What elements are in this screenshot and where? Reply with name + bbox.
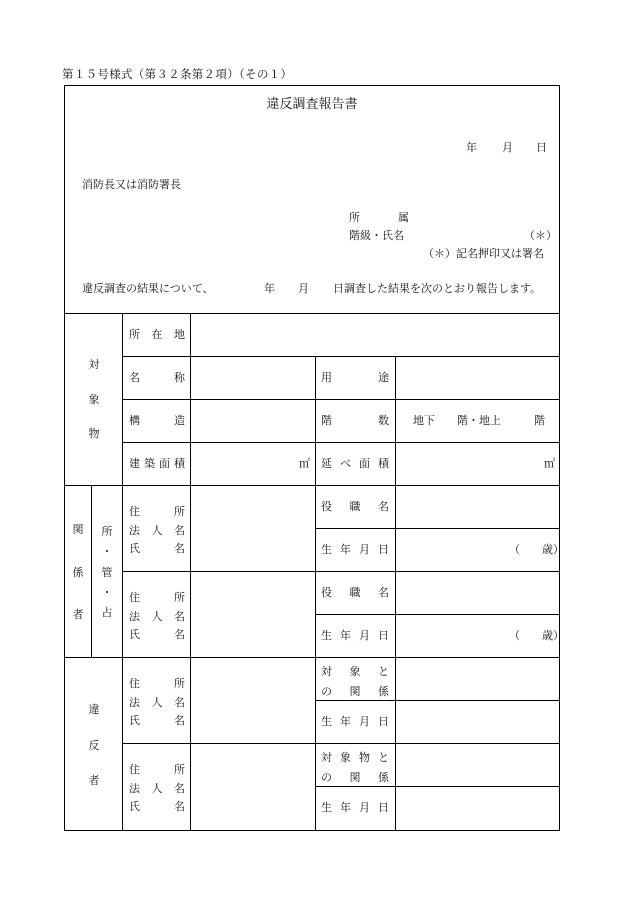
related-position-label-1: 役 職 名	[321, 500, 389, 513]
statement-year: 年	[264, 282, 275, 295]
violators-label	[85, 704, 103, 786]
statement-prefix: 違反調査の結果について、	[82, 282, 214, 295]
violators-char: 違	[88, 703, 100, 716]
affiliation-label	[349, 212, 409, 223]
statement-month: 月	[298, 282, 309, 295]
related-persons-char: 係	[72, 565, 84, 579]
col-line	[122, 313, 123, 830]
building-area-label: 建 築 面 積	[129, 457, 185, 470]
statement-suffix: 日調査した結果を次のとおり報告します。	[333, 282, 542, 295]
floor-area-label: 延 べ 面 積	[321, 457, 389, 470]
floors-label: 階 数	[321, 414, 389, 427]
addressee: 消防長又は消防署長	[82, 178, 181, 191]
location-label: 所 在 地	[129, 328, 185, 341]
seal-mark: （＊）	[524, 229, 557, 242]
row-line	[122, 356, 559, 357]
floors-mark1: 階・地上	[457, 414, 501, 427]
form-frame	[64, 85, 564, 831]
row-line	[315, 528, 559, 529]
col-line	[395, 356, 396, 485]
related-age-unit-2: （ 歳）	[509, 629, 564, 642]
target-object-char: 象	[88, 392, 100, 406]
violators-char: 者	[88, 774, 100, 787]
date-month-label: 月	[502, 141, 513, 154]
row-line	[122, 743, 559, 744]
row-line	[315, 786, 559, 787]
violator-relation-label-1: 対 象 と の 関 係	[321, 665, 389, 698]
row-line	[122, 442, 559, 443]
violator-birthdate-label-1: 生 年 月 日	[321, 715, 389, 728]
violators-char: 反	[88, 738, 100, 752]
related-birthdate-label-2: 生 年 月 日	[321, 629, 389, 642]
use-label: 用 途	[321, 371, 389, 384]
violator-address-block-1: 住 所 法 人 名 氏 名	[129, 677, 185, 727]
seal-note: （＊）記名押印又は署名	[423, 247, 544, 260]
target-object-char: 対	[88, 358, 100, 371]
col-line	[91, 485, 92, 657]
related-persons-label	[69, 524, 87, 620]
related-position-label-2: 役 職 名	[321, 586, 389, 599]
row-line	[315, 614, 559, 615]
name-label: 名 称	[129, 371, 185, 384]
form-title: 違反調査報告書	[266, 97, 358, 112]
violator-address-block-2: 住 所 法 人 名 氏 名	[129, 763, 185, 813]
row-line	[315, 700, 559, 701]
section-line	[65, 657, 559, 658]
section-line	[65, 485, 559, 486]
related-birthdate-label-1: 生 年 月 日	[321, 543, 389, 556]
date-day-label: 日	[536, 141, 547, 154]
rank-name-label: 階級・氏名	[349, 229, 404, 242]
date-year-label: 年	[466, 141, 477, 154]
related-address-block-2: 住 所 法 人 名 氏 名	[129, 591, 185, 641]
building-area-unit: ㎡	[299, 457, 310, 470]
form-number: 第１５号様式（第３２条第２項）（その１）	[62, 67, 293, 81]
col-line	[190, 313, 191, 830]
related-persons-char: 者	[72, 608, 84, 621]
col-line	[395, 485, 396, 830]
violator-birthdate-label-2: 生 年 月 日	[321, 801, 389, 814]
floor-area-unit: ㎡	[544, 457, 555, 470]
floors-mark2: 階	[534, 414, 545, 427]
owner-manager-occupant-label: 所 ・ 管 ・ 占	[101, 525, 113, 619]
target-object-char: 物	[88, 427, 100, 440]
col-line	[315, 485, 316, 830]
violator-relation-label-2: 対 象 物 と の 関 係	[321, 751, 389, 784]
related-address-block-1: 住 所 法 人 名 氏 名	[129, 505, 185, 555]
floors-basement: 地下	[413, 414, 435, 427]
row-line	[122, 399, 559, 400]
affiliation-label-text: 所 属	[349, 211, 409, 224]
target-object-label	[85, 359, 103, 439]
col-line	[315, 356, 316, 485]
related-age-unit-1: （ 歳）	[509, 543, 564, 556]
row-line	[122, 571, 559, 572]
structure-label: 構 造	[129, 414, 185, 427]
table-top-border	[65, 313, 559, 314]
related-persons-char: 関	[72, 523, 84, 536]
